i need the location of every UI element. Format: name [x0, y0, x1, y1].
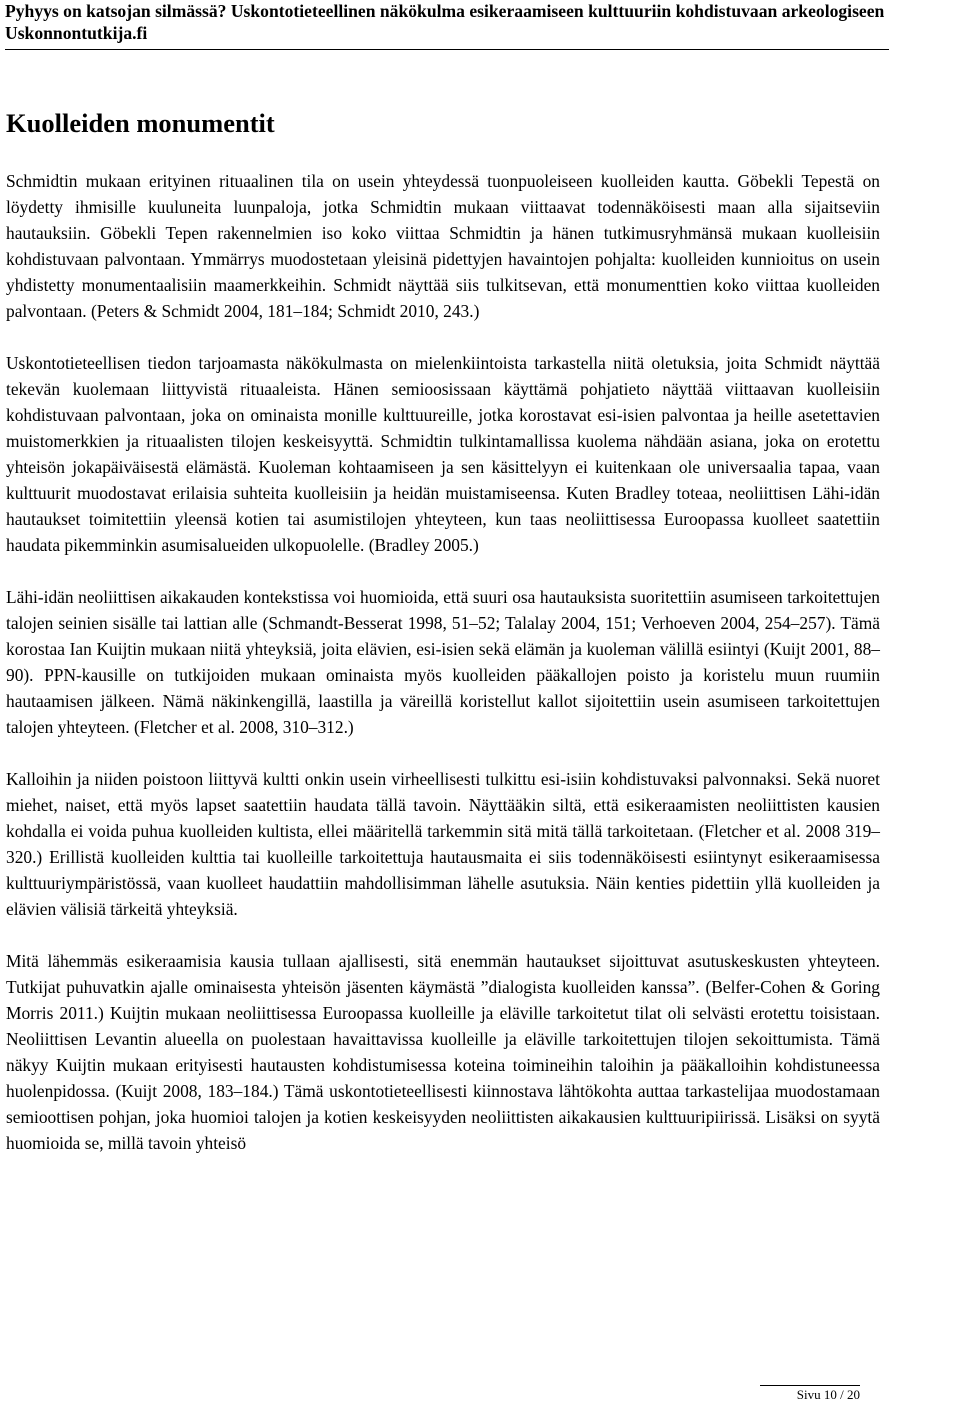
page-number: Sivu 10 / 20 [760, 1385, 860, 1402]
paragraph: Lähi-idän neoliittisen aikakauden kontekstissa voi huomioida, että suuri osa hautauksista suoritettiin asumiseen tarkoitettujen talojen seinien sisälle tai lattian alle (Schmandt-Besserat 1998, 51–52; Talalay 2004, 151; Verhoeven 2004, 254–257). Tämä korostaa Ian Kuijtin mukaan niitä yhteyksiä, joita elävien, esi-isien sekä elämän ja kuoleman välillä esiintyi (Kuijt 2001, 88–90). PPN-kausille on tutkijoiden mukaan ominaista myös kuolleiden pääkallojen poisto ja koristelu muun ruumiin hautaamisen jälkeen. Nämä näkinkengillä, laastilla ja väreillä koristellut kallot sijoitettiin usein asumiseen tarkoitettujen talojen yhteyteen. (Fletcher et al. 2008, 310–312.) [6, 587, 880, 737]
section-heading: Kuolleiden monumentit [6, 108, 275, 138]
paragraph: Mitä lähemmäs esikeraamisia kausia tullaan ajallisesti, sitä enemmän hautaukset sijoittuvat asutuskeskusten yhteyteen. Tutkijat puhuvatkin ajalle ominaisesta yhteisön jäsenten käymästä ”dialogista kuolleiden kanssa”. (Belfer-Cohen & Goring Morris 2011.) Kuijtin mukaan neoliittisessa Euroopassa kuolleille ja eläville tarkoitetut tilat oli selvästi erotettu toisistaan. Neoliittisen Levantin alueella on puolestaan havaittavissa kuolleille ja eläville tarkoitettujen tilojen sekoittumista. Tämä näkyy Kuijtin mukaan erityisesti hautausten kohdistumisessa koteina toimineihin taloihin ja pääkalloihin kohdistuneessa huolenpidossa. (Kuijt 2008, 183–184.) Tämä uskontotieteellisesti kiinnostava lähtökohta auttaa tarkastelijaa muodostamaan semioottisen pohjan, joka huomioi talojen ja kotien keskeisyyden neoliittisten aikakausien kulttuuripiirissä. Lisäksi on syytä huomioida se, millä tavoin yhteisö [6, 951, 880, 1153]
paragraph: Kalloihin ja niiden poistoon liittyvä kultti onkin usein virheellisesti tulkittu esi-isiin kohdistuvaksi palvonnaksi. Sekä nuoret miehet, naiset, että myös lapset saatettiin haudata tällä tavoin. Näyttääkin siltä, että esikeraamisten neoliittisten kausien kohdalla ei voida puhua kuolleiden kultista, ellei määritellä tarkemmin sitä mitä tällä tarkoitetaan. (Fletcher et al. 2008 319–320.) Erillistä kuolleiden kulttia tai kuolleille tarkoitettuja hautausmaita ei siis todennäköisesti esiintynyt esikeraamisessa kulttuuriympäristössä, vaan kuolleet haudattiin mahdollisimman lähelle asutuksia. Näin kenties pidettiin yllä kuolleiden ja elävien välisiä tärkeitä yhteyksiä. [6, 769, 880, 919]
paragraph: Schmidtin mukaan erityinen rituaalinen tila on usein yhteydessä tuonpuoleiseen kuolleiden kautta. Göbekli Tepestä on löydetty ihmisille kuuluneita luunpaloja, jotka Schmidtin mukaan viittaavat todennäköisesti maan alla sijaitseviin hautauksiin. Göbekli Tepen rakennelmien iso koko viittaa Schmidtin ja hänen tutkimusryhmänsä mukaan kuolleisiin kohdistuvaan palvontaan. Ymmärrys muodostetaan yleisinä pidettyjen havaintojen pohjalta: kuolleiden kunnioitus on usein yhdistetty monumentaalisiin maamerkkeihin. Schmidt näyttää siis tulkitsevan, että monumenttien koko viittaa kuolleiden palvontaan. (Peters & Schmidt 2004, 181–184; Schmidt 2010, 243.) [6, 171, 880, 321]
site-name: Uskonnontutkija.fi [5, 23, 148, 43]
page-header [5, 0, 957, 44]
paragraph: Uskontotieteellisen tiedon tarjoamasta näkökulmasta on mielenkiintoista tarkastella niitä oletuksia, joita Schmidt näyttää tekevän kuolemaan liittyvistä rituaaleista. Hänen semioosissaan käyttämä pohjatieto näyttää viittaavan kuolleisiin kohdistuvaan palvontaan, joka on ominaista monille kulttuureille, jotka korostavat esi-isien palvontaa ja heille asetettavien muistomerkkien ja rituaalisten tilojen keskeisyyttä. Schmidtin tulkintamallissa kuolema nähdään asiana, joka on erotettu yhteisön jokapäiväisestä elämästä. Kuoleman kohtaamiseen ja sen käsittelyyn ei kuitenkaan ole universaalia tapaa, vaan kulttuurit muodostavat erilaisia suhteita kuolleisiin ja heidän muistamiseensa. Kuten Bradley toteaa, neoliittisen Lähi-idän hautaukset toimitettiin yleensä kotien tai asumistilojen yhteyteen, kun taas neoliittisessa Euroopassa kuolleet saatettiin haudata pikemminkin asumisalueiden ulkopuolelle. (Bradley 2005.) [6, 353, 880, 555]
document-title: Pyhyys on katsojan silmässä? Uskontotieteellinen näkökulma esikeraamiseen kulttuuriin kohdistuvaan arkeologiseen [5, 1, 885, 21]
main-content [6, 106, 880, 1182]
header-divider [5, 49, 889, 50]
